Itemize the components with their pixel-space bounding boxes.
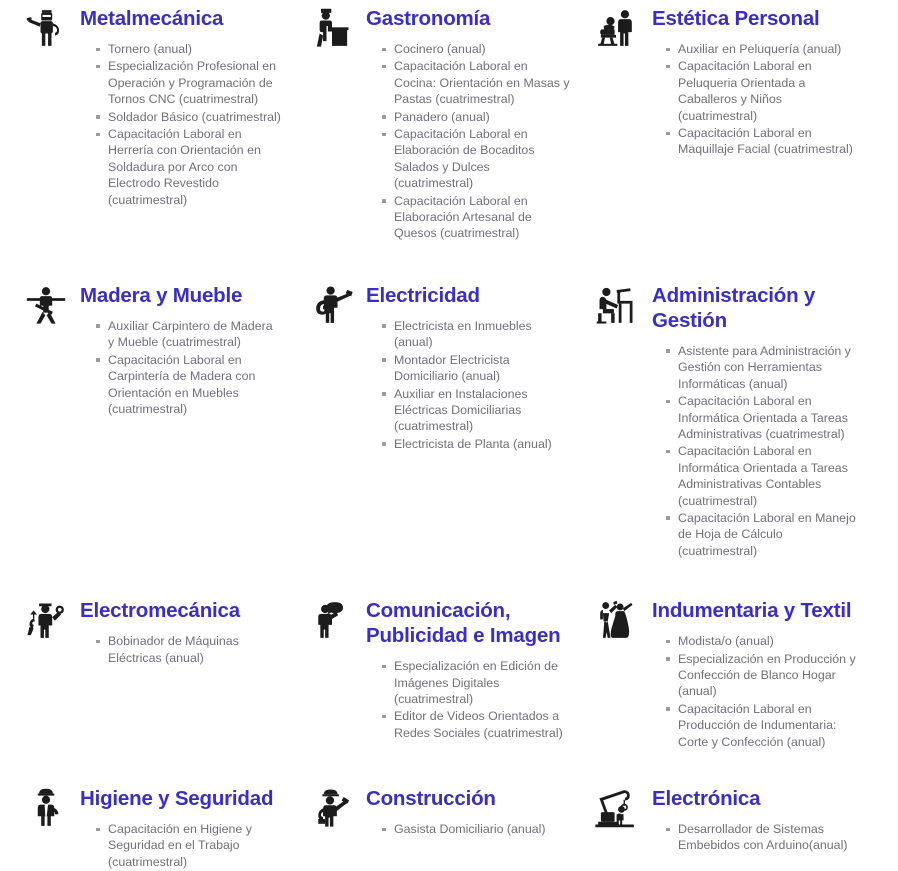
category-title: Electricidad [366, 283, 480, 307]
category-card-comunicacion-publicidad-e-imagen [290, 596, 580, 742]
category-body [74, 784, 282, 871]
course-item: Capacitación en Higiene y Seguridad en el Trabajo (cuatrimestral) [96, 821, 282, 870]
category-body [360, 281, 572, 453]
category-title: Electromecánica [80, 599, 240, 623]
course-item: Especialización en Edición de Imágenes Digitales (cuatrimestral) [382, 658, 572, 707]
course-list [650, 821, 890, 854]
course-list [650, 633, 890, 750]
crane-icon [588, 784, 644, 832]
category-body [360, 4, 572, 243]
course-item: Soldador Básico (cuatrimestral) [96, 109, 282, 125]
category-title: Indumentaria y Textil [652, 599, 852, 623]
category-body [644, 784, 890, 855]
course-item: Capacitación Laboral en Elaboración de Bocaditos Salados y Dulces (cuatrimestral) [382, 126, 572, 192]
course-list [650, 41, 890, 158]
course-item: Especialización en Producción y Confección de Blanco Hogar (anual) [666, 651, 862, 700]
category-title: Higiene y Seguridad [80, 787, 274, 810]
course-item: Gasista Domiciliario (anual) [382, 821, 572, 837]
course-item: Cocinero (anual) [382, 41, 572, 57]
course-item: Capacitación Laboral en Producción de Indumentaria: Corte y Confección (anual) [666, 701, 862, 750]
category-body [644, 596, 890, 751]
course-list [366, 658, 572, 741]
carpenter-icon [18, 281, 74, 329]
course-item: Modista/o (anual) [666, 633, 862, 649]
category-title: Estética Personal [652, 7, 820, 30]
course-item: Capacitación Laboral en Herrería con Orientación en Soldadura por Arco con Electrodo Revestido (cuatrimestral) [96, 126, 282, 208]
category-body [74, 596, 282, 667]
category-title: Electrónica [652, 787, 761, 810]
construction-worker-icon [304, 784, 360, 832]
course-list [366, 821, 572, 837]
course-item: Capacitación Laboral en Maquillaje Facial (cuatrimestral) [666, 125, 862, 158]
course-list [80, 318, 282, 417]
category-body [644, 4, 890, 159]
electrician-icon [304, 281, 360, 329]
category-body [74, 281, 282, 418]
category-title: Administración y Gestión [652, 283, 816, 332]
speaker-icon [304, 596, 360, 644]
course-list [366, 318, 572, 452]
course-item: Montador Electricista Domiciliario (anual) [382, 352, 572, 385]
course-list [366, 41, 572, 242]
course-item: Capacitación Laboral en Peluqueria Orientada a Caballeros y Niños (cuatrimestral) [666, 58, 862, 124]
category-title: Gastronomía [366, 7, 491, 30]
hairdresser-icon [588, 4, 644, 52]
course-item: Asistente para Administración y Gestión con Herramientas Informáticas (anual) [666, 343, 862, 392]
course-item: Capacitación Laboral en Informática Orientada a Tareas Administrativas (cuatrimestral) [666, 393, 862, 442]
category-card-electricidad [290, 281, 580, 453]
category-card-madera-y-mueble [0, 281, 290, 418]
course-item: Auxiliar en Peluquería (anual) [666, 41, 862, 57]
course-item: Electricista de Planta (anual) [382, 436, 572, 452]
category-card-estetica-personal [580, 4, 898, 159]
category-card-gastronomia [290, 4, 580, 243]
chef-icon [304, 4, 360, 52]
course-item: Capacitación Laboral en Informática Orientada a Tareas Administrativas Contables (cuatrimestral) [666, 443, 862, 509]
course-item: Capacitación Laboral en Manejo de Hoja de Cálculo (cuatrimestral) [666, 510, 862, 559]
dressmaker-icon [588, 596, 644, 644]
category-body [74, 4, 282, 209]
safety-worker-icon [18, 784, 74, 832]
course-item: Capacitación Laboral en Carpintería de Madera con Orientación en Muebles (cuatrimestral) [96, 352, 282, 418]
category-body [644, 281, 890, 560]
category-card-metalmecanica [0, 4, 290, 209]
category-title: Construcción [366, 787, 496, 810]
course-item: Tornero (anual) [96, 41, 282, 57]
category-title: Metalmecánica [80, 7, 224, 30]
category-card-electronica [580, 784, 898, 855]
course-item: Bobinador de Máquinas Eléctricas (anual) [96, 633, 282, 666]
category-card-administracion-y-gestion [580, 281, 898, 560]
course-list [80, 633, 282, 666]
category-title: Comunicación, Publicidad e Imagen [366, 599, 561, 648]
category-card-electromecanica [0, 596, 290, 667]
welder-icon [18, 4, 74, 52]
course-list [80, 821, 282, 870]
category-body [360, 596, 572, 742]
course-item: Electricista en Inmuebles (anual) [382, 318, 572, 351]
course-item: Auxiliar Carpintero de Madera y Mueble (cuatrimestral) [96, 318, 282, 351]
course-item: Auxiliar en Instalaciones Eléctricas Domiciliarias (cuatrimestral) [382, 386, 572, 435]
course-item: Capacitación Laboral en Elaboración Artesanal de Quesos (cuatrimestral) [382, 193, 572, 242]
course-list [650, 343, 890, 559]
office-worker-icon [588, 281, 644, 329]
course-list [80, 41, 282, 208]
course-item: Editor de Videos Orientados a Redes Sociales (cuatrimestral) [382, 708, 572, 741]
category-card-construccion [290, 784, 580, 838]
category-body [360, 784, 572, 838]
mechanic-icon [18, 596, 74, 644]
course-item: Desarrollador de Sistemas Embebidos con Arduino(anual) [666, 821, 862, 854]
course-item: Panadero (anual) [382, 109, 572, 125]
category-card-higiene-y-seguridad [0, 784, 290, 871]
course-item: Capacitación Laboral en Cocina: Orientación en Masas y Pastas (cuatrimestral) [382, 58, 572, 107]
category-card-indumentaria-y-textil [580, 596, 898, 751]
category-title: Madera y Mueble [80, 283, 243, 307]
course-item: Especialización Profesional en Operación y Programación de Tornos CNC (cuatrimestral) [96, 58, 282, 107]
